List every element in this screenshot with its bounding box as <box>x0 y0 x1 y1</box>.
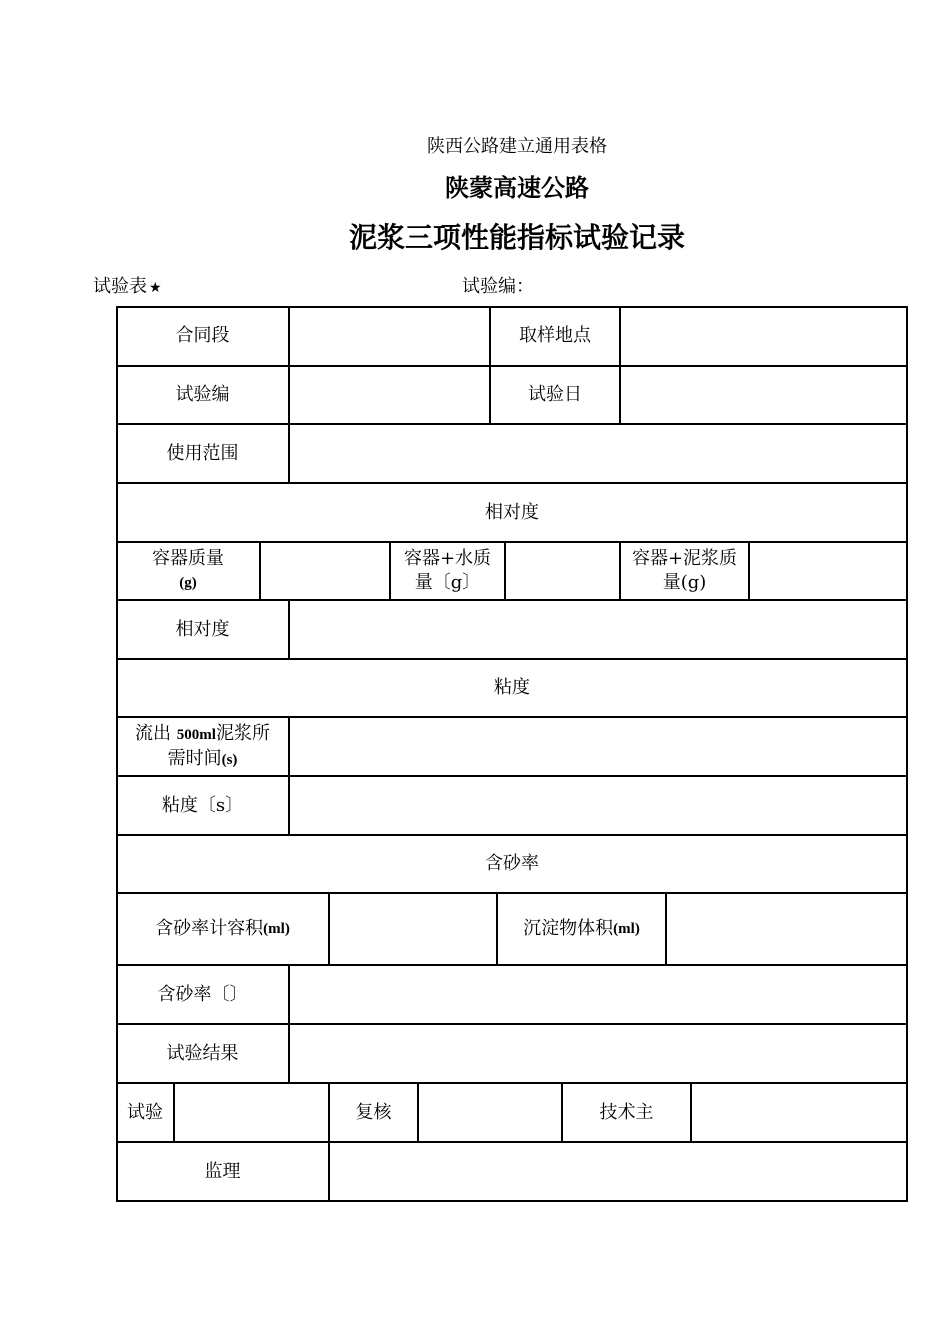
form-series-title: 陕西公路建立通用表格 <box>427 136 607 157</box>
container-mass-label <box>116 542 260 600</box>
contract-section-field[interactable] <box>290 308 489 365</box>
viscosity-section-header: 粘度 <box>494 677 530 698</box>
test-date-field[interactable] <box>621 367 906 423</box>
outflow-time-label <box>116 717 289 776</box>
outflow-time-line2: 需时间(s) <box>167 747 238 769</box>
container-water-mass-line1: 容器+水质 <box>403 548 492 569</box>
test-date-label: 试验日 <box>528 384 582 405</box>
test-number-field[interactable] <box>290 367 489 423</box>
container-water-mass-line2: 量〔g〕 <box>414 572 481 593</box>
container-mud-mass-label <box>620 542 749 600</box>
container-mass-field[interactable] <box>261 543 389 599</box>
test-number-label: 试验编： <box>462 276 534 297</box>
reviewer-label: 复核 <box>355 1101 392 1123</box>
project-name: 陕蒙高速公路 <box>445 174 589 202</box>
sediment-volume-label: 沉淀物体积 (ml) <box>523 918 640 939</box>
relative-density-field[interactable] <box>290 601 906 658</box>
star-icon: ★ <box>149 280 162 296</box>
outflow-time-field[interactable] <box>290 718 906 775</box>
test-number-row-label: 试验编 <box>175 384 230 405</box>
sand-content-label: 含砂率〔〕 <box>157 983 248 1005</box>
container-water-mass-label <box>390 542 505 600</box>
container-mud-mass-line2: 量(g) <box>662 572 707 593</box>
sand-meter-volume-field[interactable] <box>330 894 496 964</box>
outflow-time-line1: 流出 500ml泥浆所 <box>135 722 270 744</box>
container-mud-mass-field[interactable] <box>750 543 906 599</box>
test-form-label-text: 试验表 <box>93 276 147 297</box>
tech-lead-field[interactable] <box>692 1084 906 1141</box>
sand-content-section-header: 含砂率 <box>485 853 539 874</box>
container-water-mass-field[interactable] <box>506 543 619 599</box>
container-mud-mass-line1: 容器+泥浆质 <box>631 548 738 569</box>
tech-lead-label: 技术主 <box>599 1101 654 1123</box>
sampling-location-field[interactable] <box>621 308 906 365</box>
tester-field[interactable] <box>175 1084 328 1141</box>
reviewer-field[interactable] <box>419 1084 561 1141</box>
supervisor-field[interactable] <box>330 1143 906 1200</box>
tester-label: 试验 <box>127 1101 163 1123</box>
sampling-location-label: 取样地点 <box>519 325 591 346</box>
test-form-label <box>93 272 162 298</box>
viscosity-field[interactable] <box>290 777 906 834</box>
container-mass-text: 容器质量 <box>152 548 224 569</box>
contract-section-label: 合同段 <box>175 325 230 346</box>
sediment-volume-field[interactable] <box>667 894 906 964</box>
test-result-label: 试验结果 <box>166 1042 239 1064</box>
relative-density-label: 相对度 <box>175 618 230 640</box>
usage-scope-field[interactable] <box>290 425 906 482</box>
viscosity-label: 粘度〔s〕 <box>161 794 244 816</box>
document-title: 泥浆三项性能指标试验记录 <box>348 221 685 254</box>
sand-content-field[interactable] <box>290 966 906 1023</box>
usage-scope-label: 使用范围 <box>166 442 239 464</box>
test-result-field[interactable] <box>290 1025 906 1082</box>
supervisor-label: 监理 <box>204 1161 241 1182</box>
container-mass-unit: (g) <box>179 575 197 591</box>
relative-density-section-header: 相对度 <box>485 501 539 523</box>
test-record-form <box>116 306 908 1202</box>
sand-meter-volume-label: 含砂率计容积 (ml) <box>155 918 290 939</box>
